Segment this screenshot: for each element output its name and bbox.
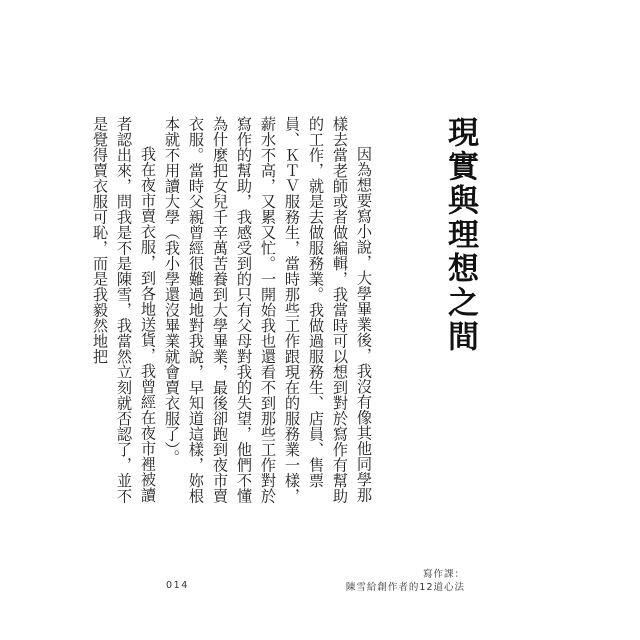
paragraph-1: 因為想要寫小說，大學畢業後，我沒有像其他同學那樣去當老師或者做編輯，我當時可以想到對於寫作有幫助的工作，就是去做服務業。我做過服務生、店員、售票員、ＫＴＶ服務生，當時那些工作跟現在的服務業一樣，薪水不高，又累又忙。一開始我也還看不到那些工作對於寫作的幫助，我感受到的只有父母對我的失望，他們不懂為什麼把女兒千辛萬苦養到大學畢業，最後卻跑到夜市賣衣服。當時父親曾經很難過地對我說，早知道這樣，妳根本就不用讀大學（我小學還沒畢業就會賣衣服了）。: [163, 116, 373, 504]
running-head: [346, 568, 465, 594]
paragraph-2: 我在夜市賣衣服，到各地送貨，我曾經在夜市裡被讀者認出來，問我是不是陳雪，我當然立刻就否認了，並不是覺得賣衣服可恥，而是我毅然地把: [91, 116, 157, 504]
chapter-title: 現實與理想之間: [442, 116, 478, 354]
running-head-line2: 陳雪給創作者的12道心法: [345, 582, 465, 593]
page-number: 014: [166, 580, 189, 591]
body-text: [91, 116, 376, 504]
running-head-line1: 寫作課：: [422, 569, 465, 580]
